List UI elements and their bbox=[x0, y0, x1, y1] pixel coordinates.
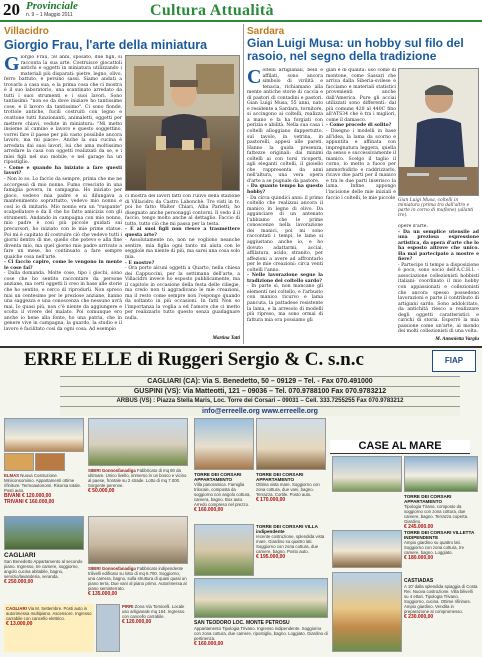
listing-item[interactable]: TORRE DEI CORSARI VILLA indipendente recente costruzione, splendida vista mare. Giardino su quattro lati. Soggiorno con zona cottura, due camere, bagno. Posto auto. € 195.000,00 bbox=[256, 524, 325, 560]
knifemaker-illustration bbox=[399, 69, 479, 196]
craftsman-illustration bbox=[126, 56, 240, 191]
article-signature: M. Antonietta Varglu bbox=[435, 337, 479, 342]
listing-item[interactable]: TORRE DEI CORSARI APPARTAMENTO Villa panoramica. Famiglia trilocale, composta da soggiorno con angolo cottura, camera, bagno. Box auto. Arredo compreso nel prezzo. € 160.000,00 bbox=[194, 472, 251, 513]
listing-photo bbox=[4, 453, 34, 471]
article-headline: Gian Luigi Musa: un hobby sul filo del rasoio, nel segno della tradizione bbox=[247, 36, 464, 63]
ad-address-arbus: ARBUS (VS) : Piazza Stella Maris, Loc. Torre dei Corsari – 09031 – Cell. 333.7255255 Fax 070.9783212 bbox=[60, 396, 460, 406]
listing-photo bbox=[88, 516, 188, 564]
listing-photo bbox=[332, 530, 402, 568]
article-kicker: Sardara bbox=[247, 26, 285, 37]
listing-item[interactable]: SIBIRI Gonnosfanadiga Fabbricato di mq 80 da ultimare. Unico livello, immerso in un bosco e vicino al paese, frontale su 2 strade. Lotto di mq 7.000. Sorgente perenne. € 50.000,00 bbox=[88, 468, 187, 494]
issue-date: n. 9 – 1 Maggio 2011 bbox=[26, 12, 73, 18]
fiap-logo: FIAP bbox=[432, 350, 476, 372]
listing-photo bbox=[194, 524, 254, 576]
listing-photo bbox=[4, 516, 84, 550]
listing-item[interactable]: TORRE DEI CORSARI APPARTAMENTO Ottima vista mare. Soggiorno con zona cottura, due vani, bagno. Terrazza. Cortile. Posto auto. € 170.000,00 bbox=[256, 472, 320, 503]
article-headline: Giorgio Frau, l'arte della miniatura bbox=[4, 38, 208, 52]
ad-web[interactable]: info@erreelle.org www.erreelle.org bbox=[60, 406, 460, 416]
article-column-1: G iorgio Frau, 58 anni, sposato, due figli, si racconta la sua arte. Costruisce giocattoli antichi e oggetti in miniatura utilizzando i materiali più disparati: pietre, legno, olivo, ferro battuto, e persino sassi. Siamo andati a trovarlo a casa sua, e la prima cosa che ci mostra è il suo laboratorio, una scantinato arredato da tutti i suoi strumenti e i suoi lavori. Sono tantissimi: "non so da dove iniziare ho tantissime cose, e il lavoro da tantissimo". Ci sono fionde, trottole antiche, fucili costruiti con legno e ovattone tutti funzionanti, animaletti, oggetti per mettere chiavi, vedute in miniatura: "Mi metto insieme al camino e lavoro e questo soggettino, vorrei fare il paese per più vasto possibile ancora lavoro, ma mi piace». Anche la sua cucina è arredata dai suoi lavori, lui che ama moltissimo arredare la casa con oggetti realizzati da se, e i miei figli nel suo mobile, e nel garage ha un ripostiglio. - Come e quando ha iniziato a fare questi lavori? - Non lo so. Lo faccio da sempre, prima che me ne accorgessi di mio nonno. Fumo cresciuto in una famiglia povera, in campagna. Ho iniziato per gioco, vedevo mia padre e si dilungava a mantenimento soprattutto, vedevo mio nonno e così io di imitarlo. Mio nonno era un "ruspante" scalpellatore e da lì che ho fatto amicizia con gli strumenti. Andando in campagna con mio nonno, mio padre è così più piccole guidati sui precursori, ho iniziato con le mie prime statue. Poi mi è capitato di costruire ciò che vedevo tutti i giorni dentro di me, quello che potevo e alla fine diventa mio, ma quel giorno mio padre arrivato a fare un mese, ho continuato a fare sempre qualche cosa nell'arte. - Ci faccio capire, come le vengono in mente le cose fai? - Dalla domanda. Molte cose, tipo i giochi, sono cose che ho sentito raccontare da persone anziane, ma certi oggetti li creo in base alle storie che ho sentito, e cerco di riprodurli. Non spreco mai un centesimo per le preziose anziane, hanno una saggezza e una conoscenza che nessuno avrà mai. Io quasi più, non c'è niente da aggiungere e scolta il vivere del malato. Poi comunque ero anche io bene alla fonte, ho una patria, che in genere vive in campagna, la guardo, la studio e il lavoro è facilitato così da ogni cosa. Ad esempio bbox=[4, 55, 122, 332]
listing-item[interactable]: TORRE DEI CORSARI APPARTAMENTO Tipologia Tirano, composto da soggiorno con zona cottura, due camere, bagno. Terrazza coperta. Giardino. € 245.000,00 bbox=[404, 494, 469, 528]
column-divider bbox=[243, 24, 244, 344]
drop-cap: G bbox=[4, 55, 20, 75]
listing-item[interactable]: ELMAS Nuova Costruzione. Miniconsominio. Appartamenti ottime rifiniture. Termoautonomi. Risorsa totale. Posti auto. BIVANI € 120.000,00 TRIVANI € 160.000,00 bbox=[4, 473, 82, 505]
ad-address-cagliari: CAGLIARI (CA): Via S. Benedetto, 50 – 09129 – Tel. - Fax 070.491000 bbox=[60, 376, 460, 386]
listing-photo bbox=[35, 453, 65, 471]
drop-cap: C bbox=[247, 68, 262, 88]
listing-photo bbox=[4, 418, 84, 452]
listing-photo bbox=[256, 418, 326, 470]
article-column-2: ci mostra dei lavori fatti con l'ulivo della stazione di Villacidro da Castro Labonchè. Tre visti in tv, poi ho fatto Walter Chiari, Alba Parietti; ho disegnato anche personaggi contorni. Il vedo il il faccio, tengo molto anche al dettaglio. Faccio di tutto, tutto ciò che mi passa per la testa. - E ai suoi figli non riesce a trasmettere questa arte? - Assolutamente no, non ne vogliono neanche sentire, mia figlia ogni tanto mi aiuta con le seggiole ma niente di più, ma sarei una cosa solo mia. - E mostre? - Ora porto alcuni oggetti a Quarto, nella chiesa dei Cappuccini, per la settimana dell'arte, a Villacidro invece ho esposto pubblicamente, ma il capitolo in occasione della festa delle ciliegie, ma credo non ti aggradivano le mie creazioni, ma il resto come sempre non l'espongo quando da soltanto in più occasioni. In fatti Non so l'importanza la voglia a ed l'amore che ci metto per realizzarlo tutto questo senza guadagnare nulla. bbox=[125, 194, 240, 322]
article-column-1: C oltelli artigianali, belli e affilati, sono ancora simbolo di virilità e tenacia, richiamano alla mente antiche storie di caccia e di pastori di contadini e pastori. Gian Luigi Musa, 55 anni, nato e residente a Sardara, tornitore, si accingono ai coltelli, realizza a mano e fa ha forgiati con perizia e abilità. Nella sua casa i coltelli alloggiano dappertutto, sul tavolo, in vetrina, in pastorelli, appesi alle pareti. Hanno la guida presenza, fattezze originali: dai minimi coltelli ai con torsi ricoperti, agli eleganti coltelli, il gioiello che rappresenta da anni nell'altura, una vera opera d'arte a se pugnale da pastore. - Da quanto tempo ha questo hobby? - Da circa quindici anni: il primo coltello che realizzai ancora il manico in legno di olivo. Da agganciare di un antenato l'abbiamo che le prime conoscenze nella lavorazione dei manici, poi mi sono raccontati i tempi, le lame si aggiustano anche io, e ho dovuto adattarmi, acciai, affilatura, acido, stranito, per affezioni a avere ad affrontarlo per le mie creazioni: circa venti coltelli l'anno. - Nelle lavorazione segue la tradizione del coltello sardo? - In parte sì, non mancano gli elementi nel coltello, e l'arbusto con manico ricurvo e lama pancuta, la pattadese resistente la lama, e la arresolo di modelli più ripreso, ma sono ormai di fattura mia ora possiamo gli bbox=[247, 68, 323, 323]
article-column-3: opere d'arte. - Da un semplice utensile ad una preziosa espressione artistica, da opera d'arte che lo ha esposto altrove che unico. Ha mai partecipato a mostre e fiere? - Partecipo ti tempo a disposizione è poco, sono socio dell'A.C.H.I. -associazione collezionisti hobbisti italiani- coordinato il mio hobby con appassionati e collezionisti che ancora spesso possedono lavorazioni e parte il contributo di artigiani sardo. Sono addolcitato, da antichità riesco a realizzare degli oggetti caratteristici e carichi di storia. Esporrò la mia passione come un'arte, al mondo dei molti collezionisti di una volta. bbox=[398, 224, 479, 335]
listing-photo bbox=[332, 456, 402, 492]
listing-item[interactable]: CAGLIARI San Benedetto Appartamento al secondo piano. Ingresso, tre camere, soggiorno, angolo cucina abitabile, bagno, servizio/lavanderia, veranda. € 250.000,00 bbox=[4, 552, 83, 585]
listing-item[interactable]: CASTIADAS A 10' dalla splendida spiaggia di Costa Rei. Nuova costruzione. Villa bilivelli su 4 ettari. Tipologia Trivano. Soggiorno, cucina. Ottime rifiniture. Ampio giardino. Vendita in preparazione al compromesso. € 230.000,00 bbox=[404, 578, 478, 620]
listing-photo bbox=[88, 418, 188, 466]
article-kicker: Villacidro bbox=[4, 26, 49, 37]
header-rule bbox=[0, 20, 482, 22]
listing-photo bbox=[404, 456, 478, 492]
ad-address-guspini: GUSPINI (VS): Via Matteotti, 121 – 09036 – Tel. 070.9788100 Fax 070.9783212 bbox=[60, 386, 460, 396]
article-photo-knifemaker bbox=[398, 68, 479, 196]
listing-item[interactable]: PIRRI Zona Via Tomicelli. Locale uso artigianale mq 154. Ingresso con cancello carrabile. € 120.000,00 bbox=[122, 604, 185, 625]
listing-item[interactable]: SAN TEODORO LOC. MONTE PETROSU Appartamento Tipologia Trivano. Ingresso indipendente. Soggiorno con zona cottura, due camere, ripostiglio, bagno. Loggiato. Giardino di pertinenza. € 160.000,00 bbox=[194, 620, 328, 647]
listing-item[interactable]: SIBIRI Gonnosfanadiga Fabbricato indipendente trilivelli edificato su lotto di mq 6.700. Soggiorno, una camera, bagno, sulla struttura di quasi quasi un piano terra. Due vani al piano primo. Autorimessa al piano seminterrato. € 135.000,00 bbox=[88, 566, 187, 597]
listing-photo bbox=[194, 578, 328, 618]
article-photo-craftsman bbox=[125, 55, 240, 191]
listing-item[interactable]: TORRE DEI CORSARI VILLETTA INDIPENDENTE Ampio giardino su quattro lati. Soggiorno con zona cottura, tre camere, bagno. Loggiato. € 180.000,00 bbox=[404, 530, 475, 561]
photo-caption: Gian Luigi Musa, coltelli in miniatura (prima tra dall'altro e parte in corno di muflone) (allanti tre). bbox=[398, 198, 474, 218]
article-column-2: gian e di qualità: uso come di montone, come Sassari che arriva dalla Siberia-svilese e facciamo e materiali statistici provenienti anche dall'America. Pure gli acciai utilizzati sono differenti: dal più comune 420 al 440C fino all'ATS34 che è tra i migliori, come il damasco. - Come procede di solito? - Disegno i modelli in base all'idea, la lama da scorno e appuntita e affinata con impregnatura leggera, quella da senso e successivamente il manico. Scelgo il taglio il corno, lo metto a fuoco per ammorbidirlo e raddrizzarlo, ricavo due parti per il manico e tra le due parti inserisco la lama. Infine appongo l'incisione delle mie iniziali e faccio i coltelli, le mie piccole bbox=[326, 68, 396, 201]
listing-photo bbox=[332, 572, 402, 652]
listing-photo bbox=[96, 604, 120, 652]
ad-contacts bbox=[60, 376, 460, 416]
article-signature: Martina Tatti bbox=[212, 336, 240, 341]
page-number: 20 bbox=[3, 0, 20, 19]
listing-photo bbox=[194, 418, 254, 470]
listing-item[interactable]: CAGLIARI Via M. Settembre. Posti auto in autorimessa multipiano. Ascensore. Ingresso carrabile con cancello elettrico. € 13.000,00 bbox=[4, 604, 94, 652]
section-title: Cultura Attualità bbox=[150, 2, 274, 19]
case-al-mare-heading: CASE AL MARE bbox=[330, 440, 470, 454]
masthead-logo: Provinciale bbox=[26, 0, 78, 12]
ad-title: ERRE ELLE di Ruggeri Sergio & C. s.n.c bbox=[24, 349, 364, 370]
